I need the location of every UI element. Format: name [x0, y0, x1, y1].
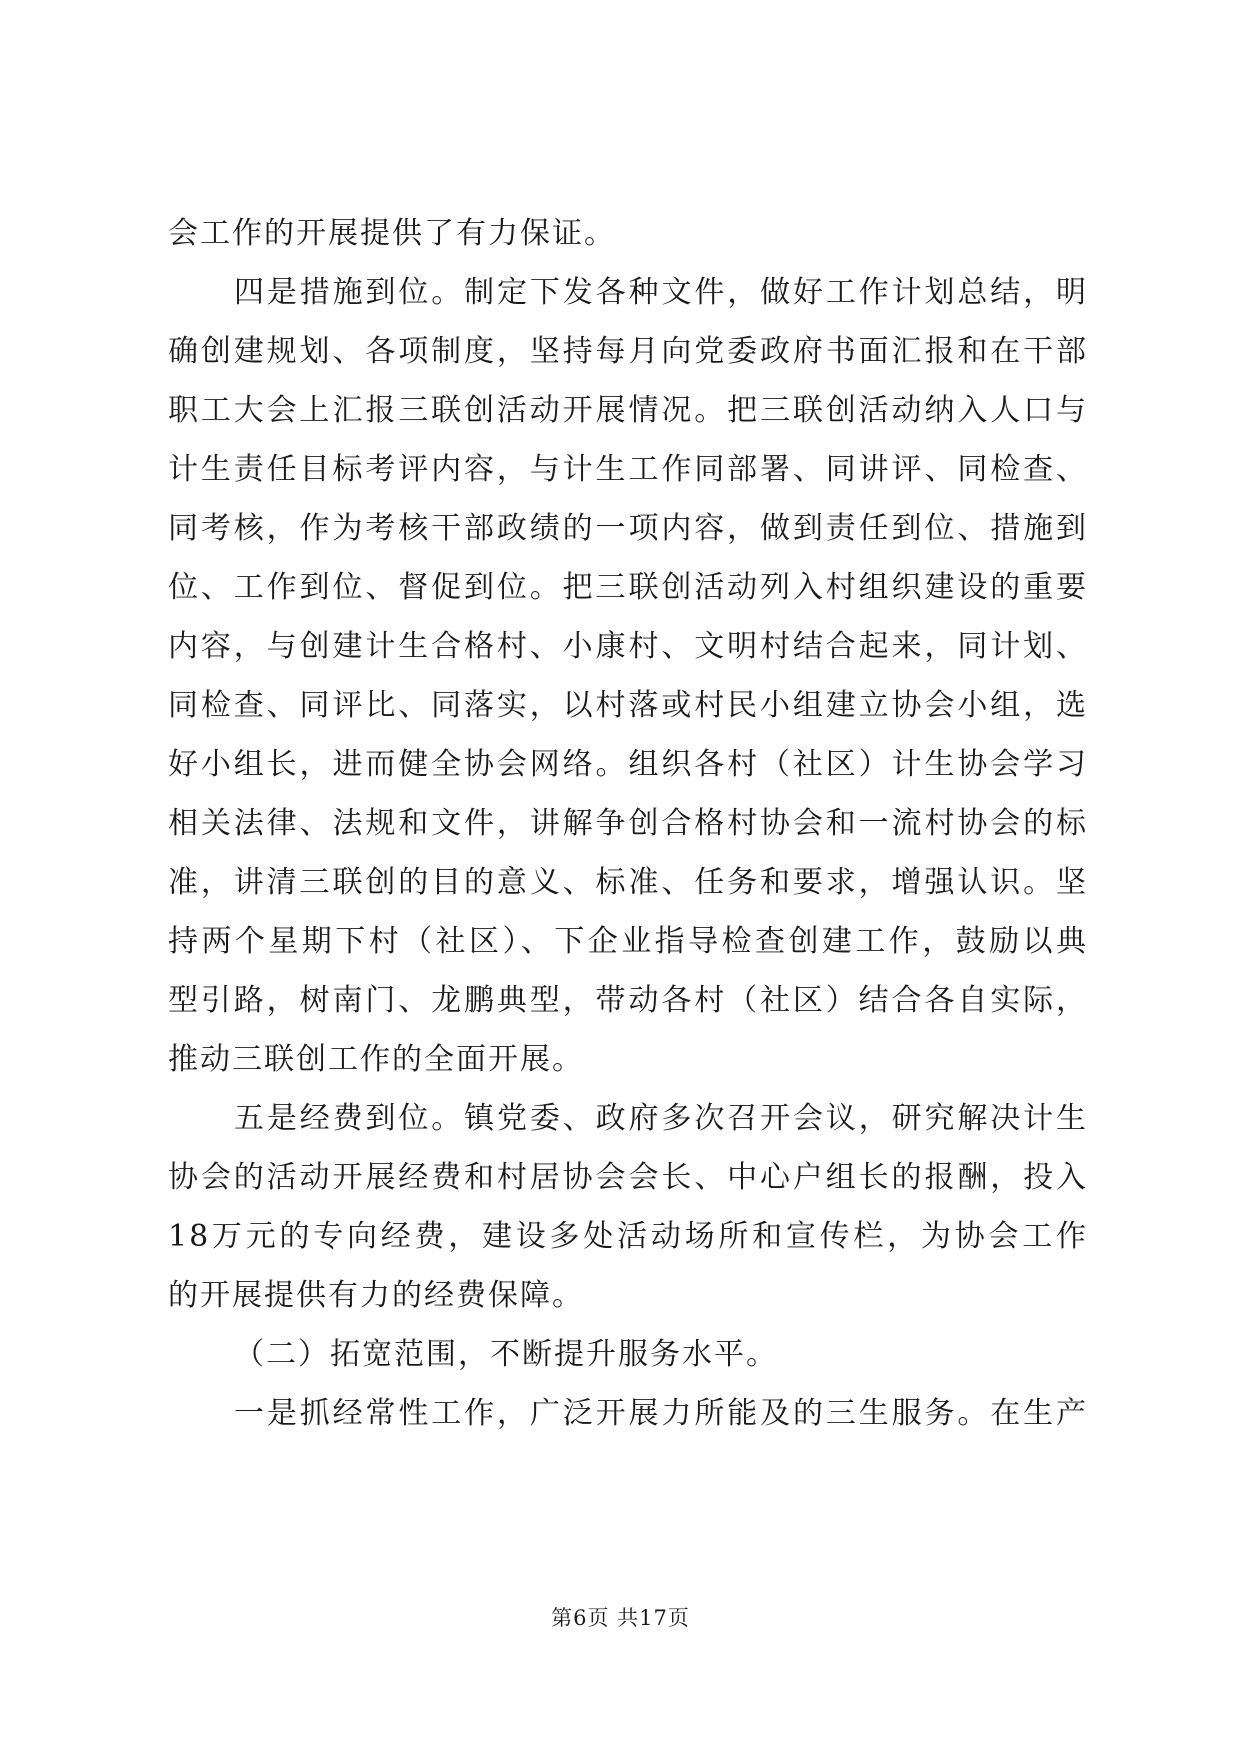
paragraph-line: 的开展提供有力的经费保障。 — [168, 1278, 584, 1313]
section-heading: （二）拓宽范围，不断提升服务水平。 — [234, 1337, 778, 1372]
paragraph-line: 职工大会上汇报三联创活动开展情况。把三联创活动纳入人口与 — [168, 393, 1088, 428]
paragraph-line: 内容，与创建计生合格村、小康村、文明村结合起来，同计划、 — [168, 629, 1088, 664]
paragraph-line: 18万元的专向经费，建设多处活动场所和宣传栏，为协会工作 — [168, 1219, 1088, 1254]
paragraph-line: 同考核，作为考核干部政绩的一项内容，做到责任到位、措施到 — [168, 511, 1088, 546]
paragraph-line: 协会的活动开展经费和村居协会会长、中心户组长的报酬，投入 — [168, 1160, 1088, 1195]
page-number: 第6页 共17页 — [551, 1606, 690, 1630]
paragraph-line: 五是经费到位。镇党委、政府多次召开会议，研究解决计生 — [234, 1101, 1088, 1136]
paragraph-line: 确创建规划、各项制度，坚持每月向党委政府书面汇报和在干部 — [168, 334, 1088, 369]
paragraph-line: 四是措施到位。制定下发各种文件，做好工作计划总结，明 — [234, 275, 1088, 310]
paragraph-line: 型引路，树南门、龙鹏典型，带动各村（社区）结合各自实际， — [168, 983, 1088, 1018]
paragraph-line: 会工作的开展提供了有力保证。 — [168, 216, 616, 251]
paragraph-line: 持两个星期下村（社区）、下企业指导检查创建工作，鼓励以典 — [168, 924, 1088, 959]
paragraph-line: 位、工作到位、督促到位。把三联创活动列入村组织建设的重要 — [168, 570, 1088, 605]
paragraph-line: 计生责任目标考评内容，与计生工作同部署、同讲评、同检查、 — [168, 452, 1088, 487]
paragraph-line: 推动三联创工作的全面开展。 — [168, 1042, 584, 1077]
document-body — [168, 204, 1088, 1443]
paragraph-line: 同检查、同评比、同落实，以村落或村民小组建立协会小组，选 — [168, 688, 1088, 723]
paragraph-line: 一是抓经常性工作，广泛开展力所能及的三生服务。在生产 — [234, 1396, 1088, 1431]
paragraph-line: 准，讲清三联创的目的意义、标准、任务和要求，增强认识。坚 — [168, 865, 1088, 900]
paragraph-line: 相关法律、法规和文件，讲解争创合格村协会和一流村协会的标 — [168, 806, 1088, 841]
paragraph-line: 好小组长，进而健全协会网络。组织各村（社区）计生协会学习 — [168, 747, 1088, 782]
